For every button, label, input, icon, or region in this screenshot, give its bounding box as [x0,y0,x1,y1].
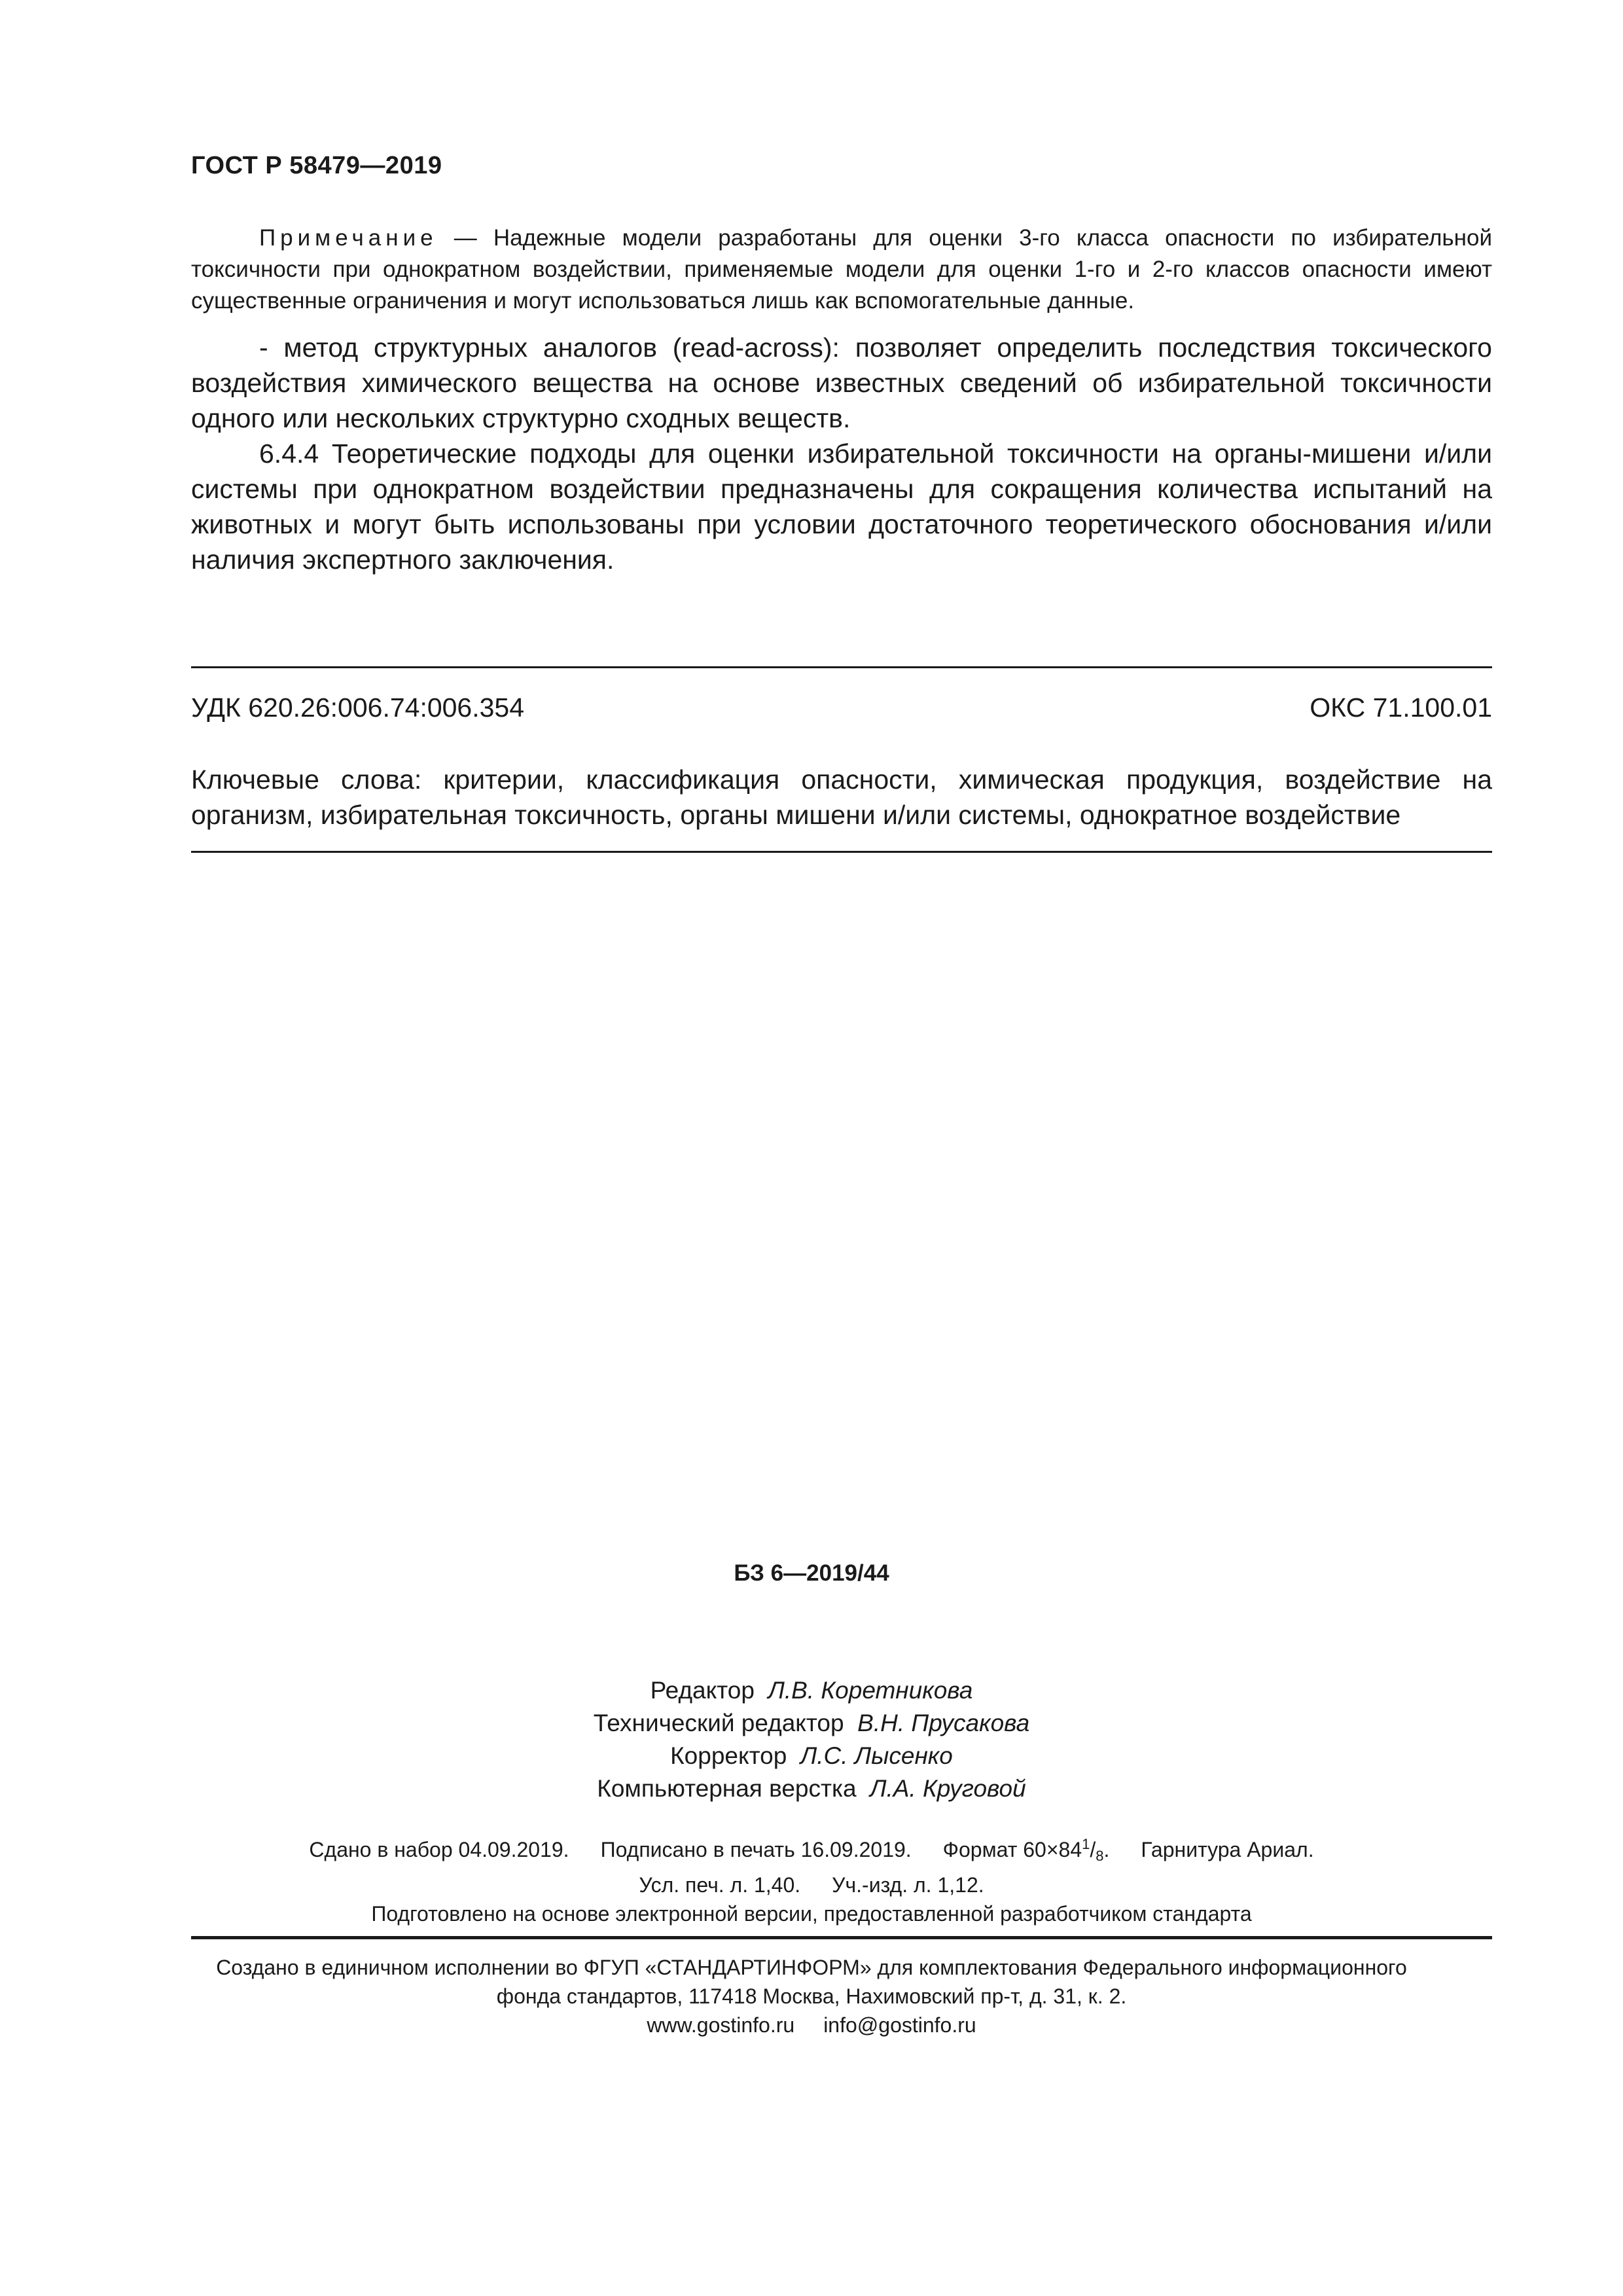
document-header: ГОСТ Р 58479—2019 [191,152,442,179]
website-link[interactable]: www.gostinfo.ru [647,2013,795,2037]
credit-corrector: Корректор Л.С. Лысенко [670,1742,953,1769]
footer-contacts [0,2011,1623,2039]
credit-layout: Компьютерная верстка Л.А. Круговой [597,1775,1026,1802]
divider-top [191,666,1492,668]
credit-tech-editor: Технический редактор В.Н. Прусакова [593,1710,1030,1736]
credits-block [0,1674,1623,1805]
udk-code: УДК 620.26:006.74:006.354 [191,692,525,723]
divider-keywords [191,851,1492,853]
keywords-block [191,762,1492,833]
print-line-2 [0,1871,1623,1899]
prepared-note: Подготовлено на основе электронной версии, предоставленной разработчиком стандарта [371,1902,1252,1926]
classification-row [191,692,1492,723]
print-info [0,1830,1623,1928]
body-text [191,330,1492,577]
footer-block [0,1953,1623,2039]
footer-line-1: Создано в единичном исполнении во ФГУП «СТАНДАРТИНФОРМ» для комплектования Федерального информационного [216,1956,1407,1979]
typeface: Гарнитура Ариал. [1141,1838,1314,1861]
email-link[interactable]: info@gostinfo.ru [823,2013,976,2037]
note-label: Примечание [259,225,438,251]
keywords-text: Ключевые слова: критерии, классификация опасности, химическая продукция, воздействие на организм, избирательная токсичность, органы мишени и/или системы, однократное воздействие [191,764,1492,830]
paragraph-6-4-4: 6.4.4 Теоретические подходы для оценки избирательной токсичности на органы-мишени и/или системы при однократном воздействии предназначены для сокращения количества испытаний на животных и могут быть использованы при условии достаточного теоретического обоснования и/или наличия экспертного заключения. [191,439,1492,575]
footer-line-2: фонда стандартов, 117418 Москва, Нахимовский пр-т, д. 31, к. 2. [496,1984,1127,2008]
format: Формат $60\times 84^1/_8$. [942,1836,1110,1864]
oks-code: ОКС 71.100.01 [1310,692,1492,723]
note-text: — Надежные модели разработаны для оценки 3-го класса опасности по избирательной токсичности при однократном воздействии, применяемые модели для оценки 1-го и 2-го классов опасности имеют существенные ограничения и могут использоваться лишь как вспомогательные данные. [191,225,1492,314]
paragraph-read-across: - метод структурных аналогов (read-across): позволяет определить последствия токсического воздействия химического вещества на основе известных сведений об избирательной токсичности одного или нескольких структурно сходных веществ. [191,332,1492,433]
print-sheets: Усл. печ. л. 1,40. [639,1873,801,1897]
divider-footer [191,1936,1492,1939]
pub-sheets: Уч.-изд. л. 1,12. [832,1873,984,1897]
print-line-1 [0,1830,1623,1871]
note-block [191,223,1492,317]
submitted-date: Сдано в набор 04.09.2019. [309,1838,569,1861]
bz-number: БЗ 6—2019/44 [734,1560,889,1586]
signed-date: Подписано в печать 16.09.2019. [600,1838,912,1861]
credit-editor: Редактор Л.В. Коретникова [650,1677,973,1704]
